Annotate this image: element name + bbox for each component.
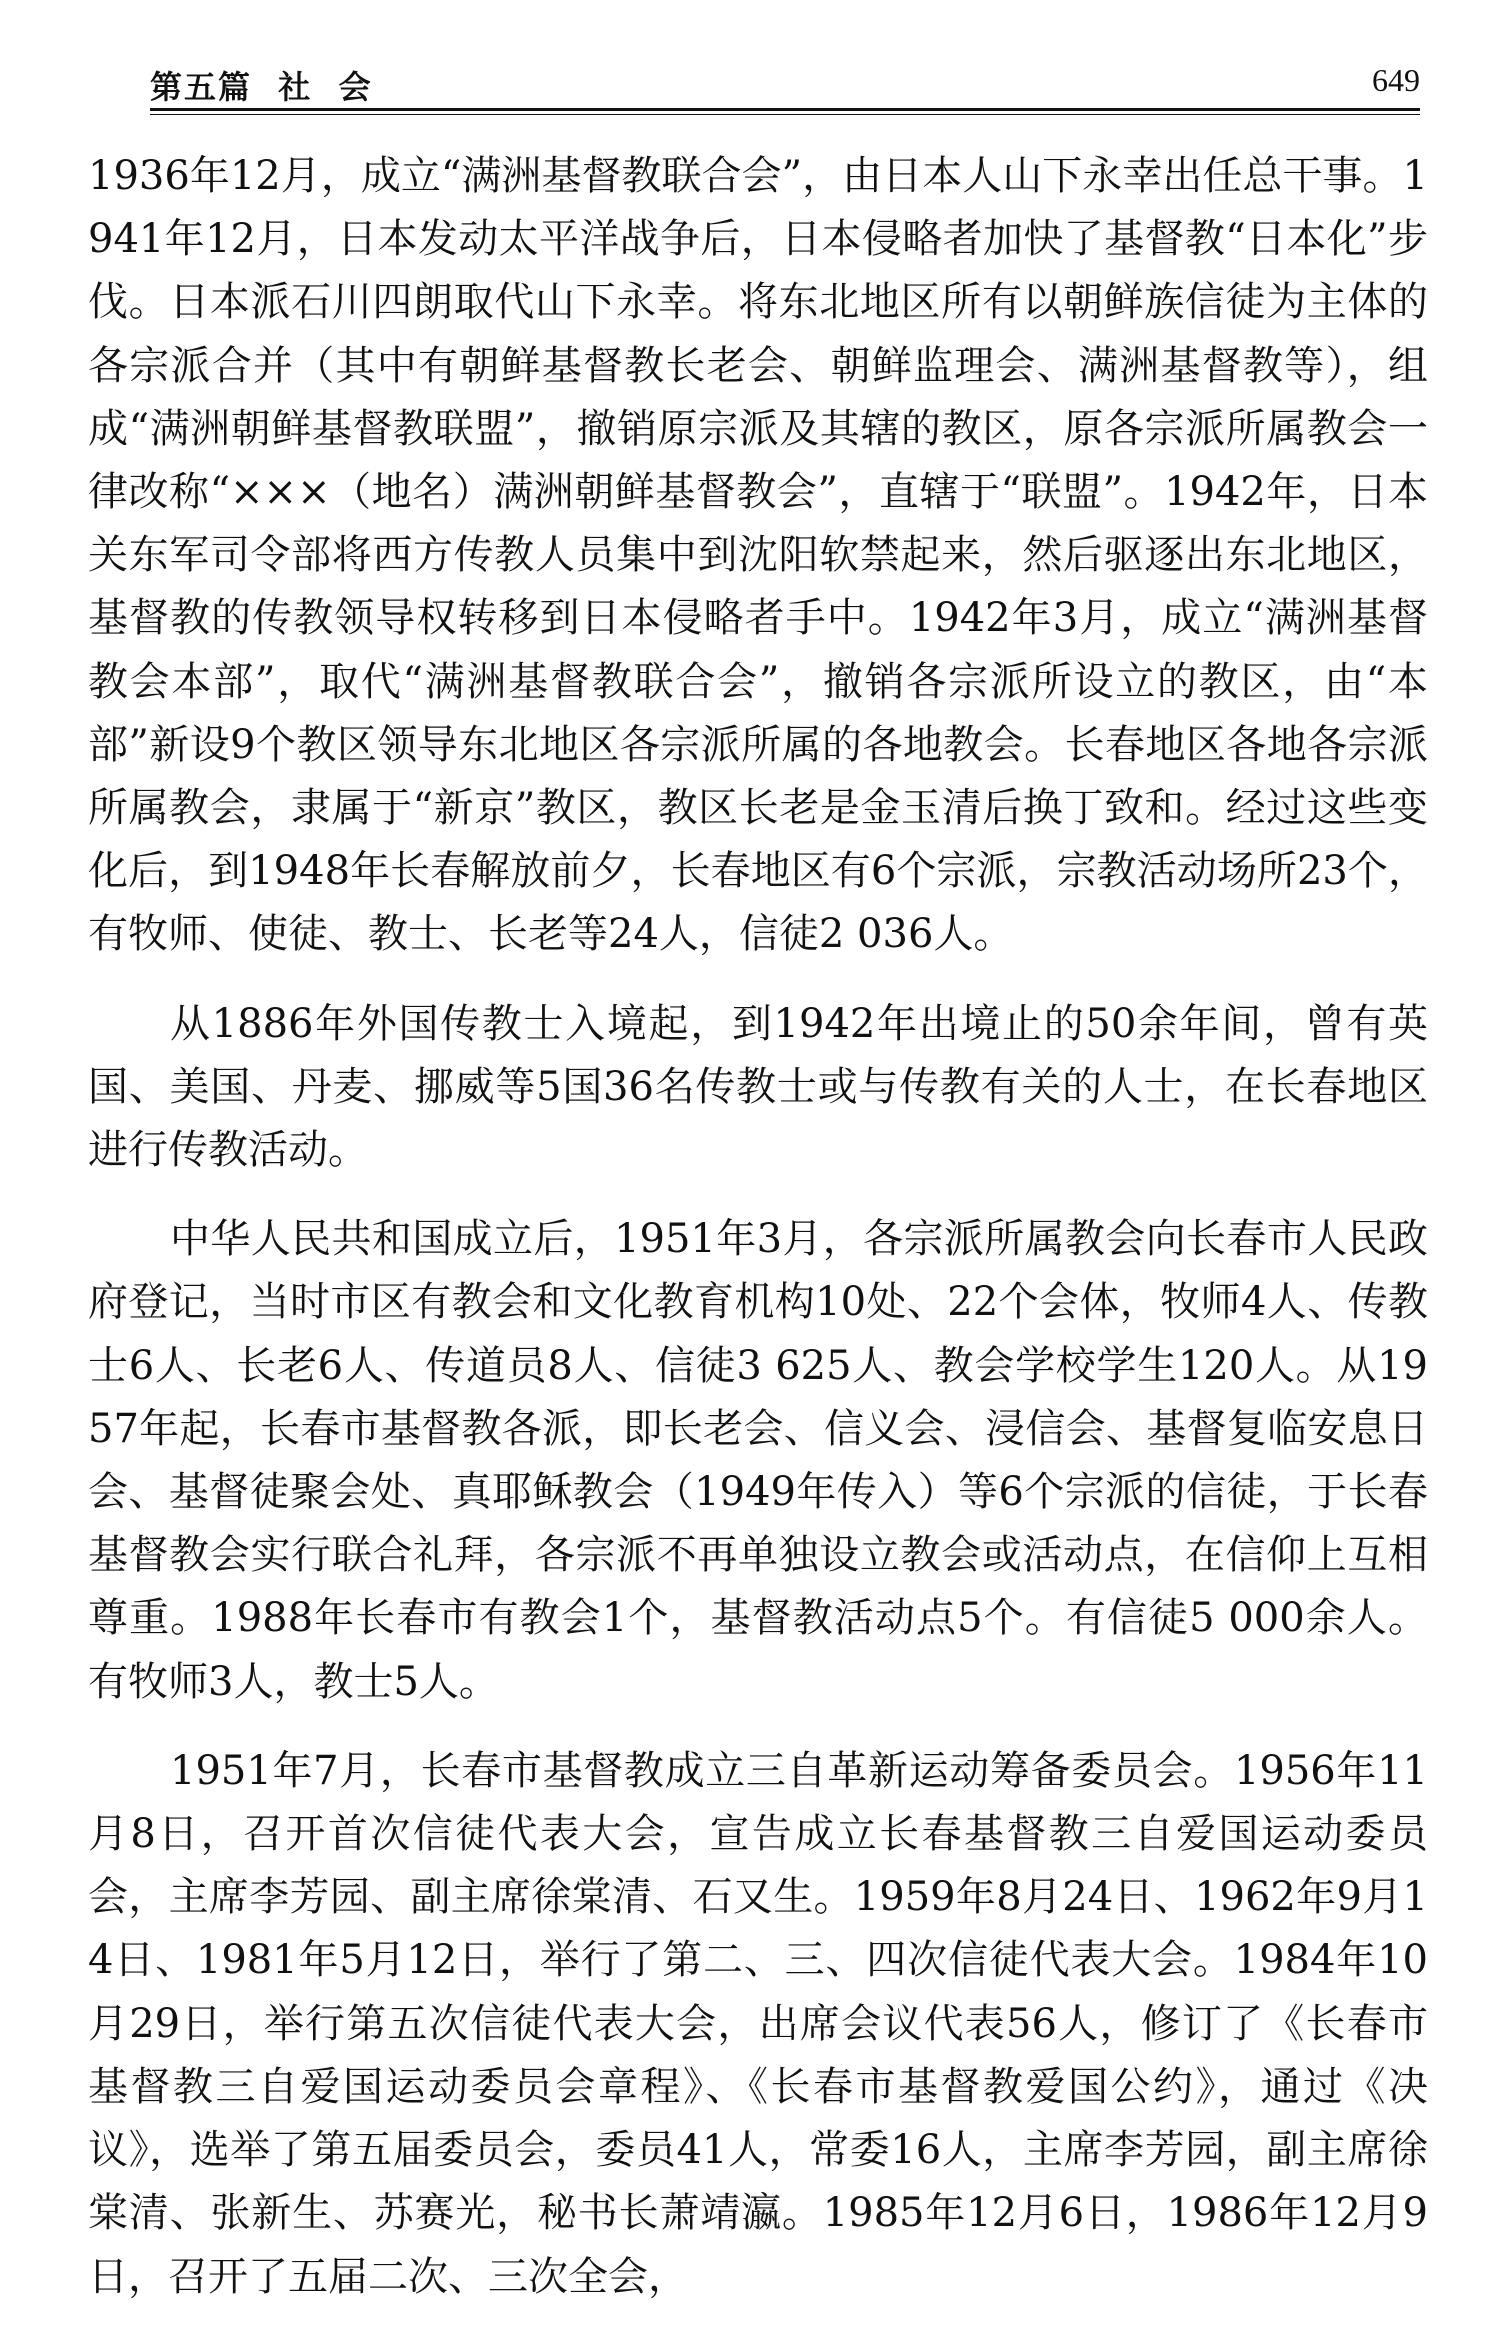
page-header <box>150 62 1420 110</box>
header-rule-thin <box>150 114 1420 115</box>
paragraph-4: 1951年7月，长春市基督教成立三自革新运动筹备委员会。1956年11月8日，召开首次信徒代表大会，宣告成立长春基督教三自爱国运动委员会，主席李芳园、副主席徐棠清、石又生。1959年8月24日、1962年9月14日、1981年5月12日，举行了第二、三、四次信徒代表大会。1984年10月29日，举行第五次信徒代表大会，出席会议代表56人，修订了《长春市基督教三自爱国运动委员会章程》、《长春市基督教爱国公约》，通过《决议》，选举了第五届委员会，委员41人，常委16人，主席李芳园，副主席徐棠清、张新生、苏赛光，秘书长萧靖瀛。1985年12月6日，1986年12月9日，召开了五届二次、三次全会， <box>88 1747 1428 2300</box>
paragraph-1: 1936年12月，成立“满洲基督教联合会”，由日本人山下永幸出任总干事。1941年12月，日本发动太平洋战争后，日本侵略者加快了基督教“日本化”步伐。日本派石川四朗取代山下永幸。将东北地区所有以朝鲜族信徒为主体的各宗派合并（其中有朝鲜基督教长老会、朝鲜监理会、满洲基督教等），组成“满洲朝鲜基督教联盟”，撤销原宗派及其辖的教区，原各宗派所属教会一律改称“×××（地名）满洲朝鲜基督教会”，直辖于“联盟”。1942年，日本关东军司令部将西方传教人员集中到沈阳软禁起来，然后驱逐出东北地区，基督教的传教领导权转移到日本侵略者手中。1942年3月，成立“满洲基督教会本部”，取代“满洲基督教联合会”，撤销各宗派所设立的教区，由“本部”新设9个教区领导东北地区各宗派所属的各地教会。长春地区各地各宗派所属教会，隶属于“新京”教区，教区长老是金玉清后换丁致和。经过这些变化后，到1948年长春解放前夕，长春地区有6个宗派，宗教活动场所23个，有牧师、使徒、教士、长老等24人，信徒2 036人。 <box>88 153 1428 958</box>
body-text <box>88 145 1428 2335</box>
paragraph-3: 中华人民共和国成立后，1951年3月，各宗派所属教会向长春市人民政府登记，当时市区有教会和文化教育机构10处、22个会体，牧师4人、传教士6人、长老6人、传道员8人、信徒3 625人、教会学校学生120人。从1957年起，长春市基督教各派，即长老会、信义会、浸信会、基督复临安息日会、基督徒聚会处、真耶稣教会（1949年传入）等6个宗派的信徒，于长春基督教会实行联合礼拜，各宗派不再单独设立教会或活动点，在信仰上互相尊重。1988年长春市有教会1个，基督教活动点5个。有信徒5 000余人。有牧师3人，教士5人。 <box>88 1216 1428 1705</box>
page-number: 649 <box>1372 62 1420 98</box>
header-rule <box>150 108 1420 111</box>
section-title: 第五篇 社 会 <box>150 68 373 106</box>
paragraph-2: 从1886年外国传教士入境起，到1942年出境止的50余年间，曾有英国、美国、丹麦、挪威等5国36名传教士或与传教有关的人士，在长春地区进行传教活动。 <box>88 1000 1428 1174</box>
